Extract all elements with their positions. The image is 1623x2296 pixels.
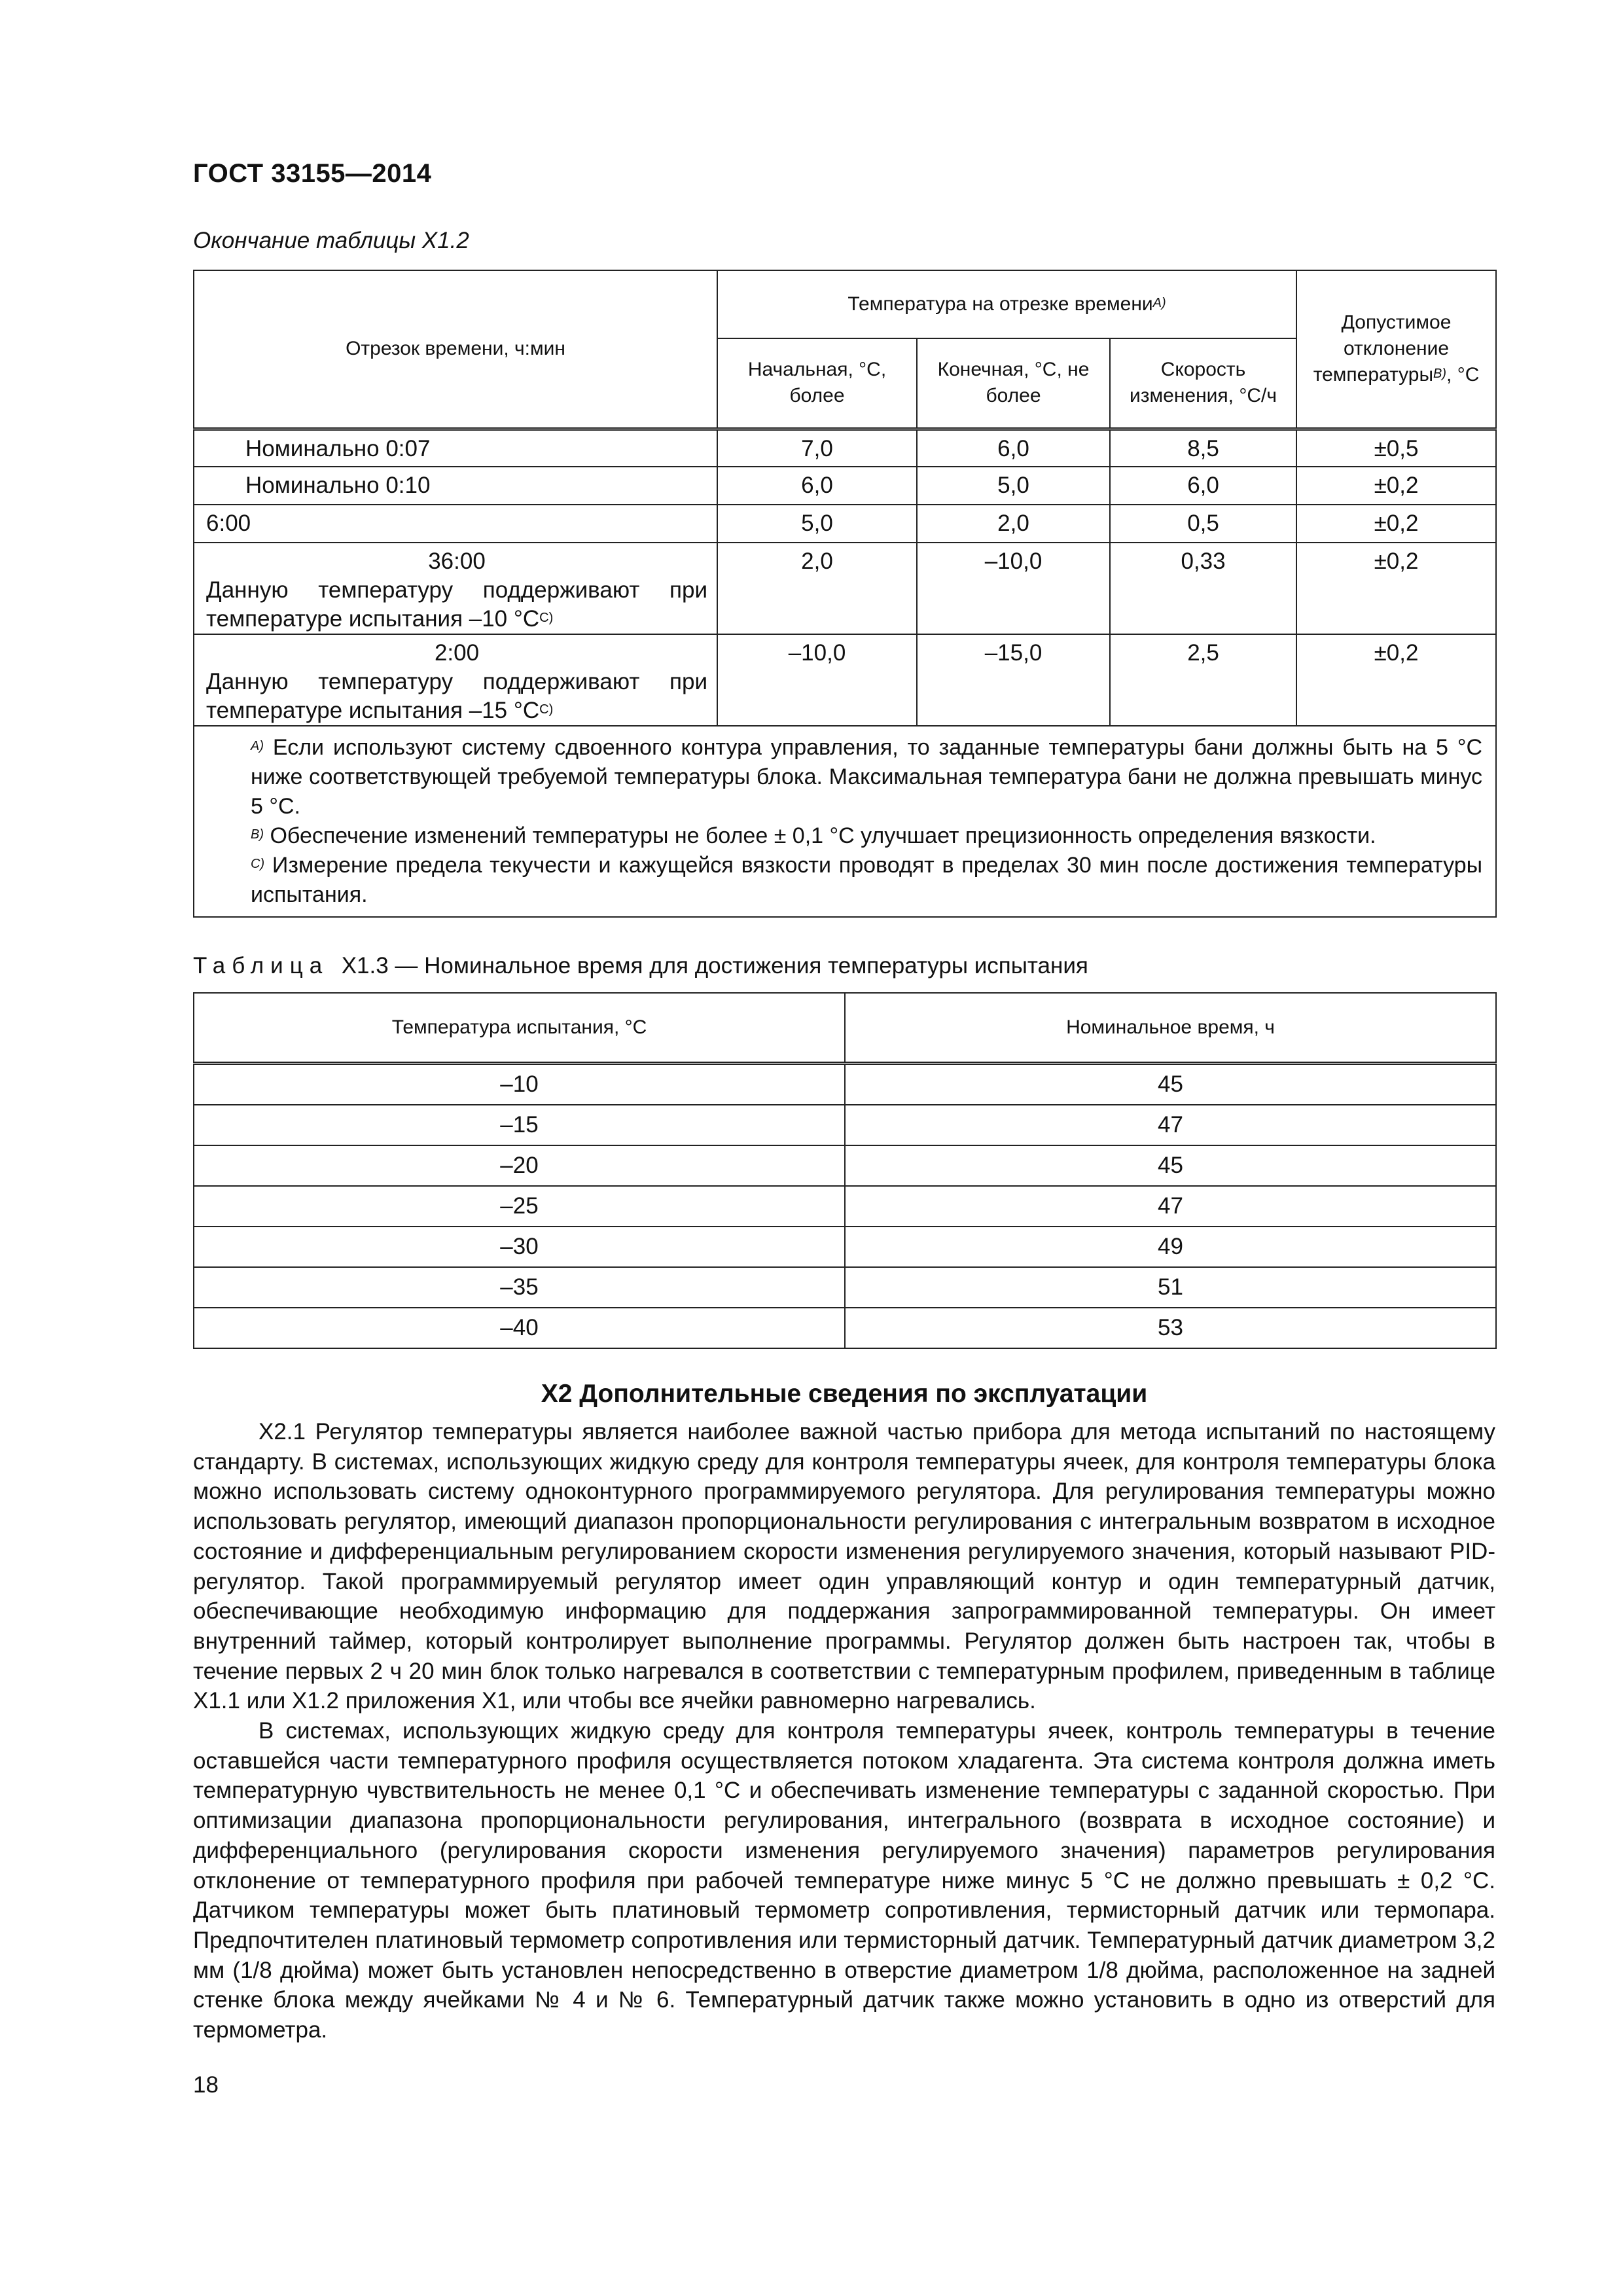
table-row [194, 543, 1496, 634]
cell-segment: Номинально 0:07 [194, 429, 717, 467]
cell-temperature: –35 [194, 1267, 845, 1308]
cell-time: 49 [845, 1227, 1496, 1267]
cell-end: –10,0 [917, 543, 1110, 634]
header-rate: Скорость изменения, °С/ч [1110, 338, 1296, 429]
segment-note: Данную температуру поддерживают при [206, 577, 707, 603]
table-row [194, 1267, 1496, 1308]
cell-temperature: –10 [194, 1064, 845, 1105]
cell-segment [194, 543, 717, 634]
segment-time: 2:00 [434, 640, 480, 666]
segment-note: Данную температуру поддерживают при [206, 669, 707, 694]
cell-start: 6,0 [717, 467, 917, 505]
cell-deviation: ±0,2 [1296, 543, 1496, 634]
page-number: 18 [193, 2072, 219, 2098]
cell-temperature: –25 [194, 1186, 845, 1227]
header-test-temperature: Температура испытания, °С [194, 993, 845, 1064]
header-nominal-time: Номинальное время, ч [845, 993, 1496, 1064]
cell-rate: 2,5 [1110, 634, 1296, 726]
cell-start: 5,0 [717, 505, 917, 543]
section-title: X2 Дополнительные сведения по эксплуатации [541, 1380, 1148, 1408]
table-row [194, 1186, 1496, 1227]
cell-start: 7,0 [717, 429, 917, 467]
table-row [194, 1105, 1496, 1145]
section-body [193, 1417, 1495, 2045]
header-end-temp: Конечная, °С, не более [917, 338, 1110, 429]
cell-segment: Номинально 0:10 [194, 467, 717, 505]
cell-temperature: –40 [194, 1308, 845, 1348]
cell-rate: 6,0 [1110, 467, 1296, 505]
cell-deviation: ±0,2 [1296, 467, 1496, 505]
cell-rate: 8,5 [1110, 429, 1296, 467]
cell-deviation: ±0,5 [1296, 429, 1496, 467]
cell-temperature: –15 [194, 1105, 845, 1145]
table-row [194, 1227, 1496, 1267]
paragraph: В системах, использующих жидкую среду для контроля температуры ячеек, контроль температуры в течение оставшейся части температурного профиля осуществляется потоком хладагента. Эта система контроля должна иметь температурную чувствительность не менее 0,1 °С и обеспечивать изменение температуры с заданной скоростью. При оптимизации диапазона пропорциональности регулирования, интегрального (возврата в исходное состояние) и дифференциального (регулирования скорости изменения регулируемого значения) параметров регулирования отклонение от температурного профиля при рабочей температуре ниже минус 5 °С не должно превышать ± 0,2 °С. Датчиком температуры может быть платиновый термометр сопротивления, термисторный датчик или термопара. Предпочтителен платиновый термометр сопротивления или термисторный датчик. Температурный датчик диаметром 3,2 мм (1/8 дюйма) может быть установлен непосредственно в отверстие диаметром 1/8 дюйма, расположенное на задней стенке блока между ячейками № 4 и № 6. Температурный датчик также можно установить в одно из отверстий для термометра. [193, 1718, 1495, 2043]
cell-time: 47 [845, 1186, 1496, 1227]
table-x1-3-title: X1.3 — Номинальное время для достижения температуры испытания [341, 953, 1088, 978]
table-x1-2 [193, 270, 1497, 918]
cell-segment [194, 634, 717, 726]
table-footnotes [194, 726, 1496, 917]
cell-end: –15,0 [917, 634, 1110, 726]
cell-segment: 6:00 [194, 505, 717, 543]
cell-temperature: –30 [194, 1227, 845, 1267]
cell-rate: 0,5 [1110, 505, 1296, 543]
cell-time: 47 [845, 1105, 1496, 1145]
cell-rate: 0,33 [1110, 543, 1296, 634]
table-x1-3 [193, 992, 1497, 1349]
cell-end: 6,0 [917, 429, 1110, 467]
cell-time: 51 [845, 1267, 1496, 1308]
cell-end: 5,0 [917, 467, 1110, 505]
footnote-b: $^{B)}$ Обеспечение изменений температуры не более ± 0,1 °С улучшает прецизионность определения вязкости. [251, 823, 1376, 848]
cell-temperature: –20 [194, 1145, 845, 1186]
segment-note: температуре испытания –10 $^\circ С^{C)}$ [206, 606, 554, 632]
cell-end: 2,0 [917, 505, 1110, 543]
cell-deviation: ±0,2 [1296, 634, 1496, 726]
table-continuation-label: Окончание таблицы X1.2 [193, 228, 469, 253]
cell-deviation: ±0,2 [1296, 505, 1496, 543]
footnote-a: $^{A)}$ Если используют систему сдвоенного контура управления, то заданные температуры бани должны быть на 5 °С ниже соответствующей требуемой температуры блока. Максимальная температура бани не должна превышать минус 5 °С. [251, 735, 1483, 819]
table-row [194, 467, 1496, 505]
cell-time: 53 [845, 1308, 1496, 1348]
table-row [194, 1064, 1496, 1105]
header-time-segment: Отрезок времени, ч:мин [194, 270, 717, 429]
table-word: Таблица [193, 953, 329, 978]
table-x1-3-caption [193, 953, 1088, 979]
paragraph: X2.1 Регулятор температуры является наиболее важной частью прибора для метода испытаний по настоящему стандарту. В системах, использующих жидкую среду для контроля температуры ячеек, для контроля температуры блока можно использовать систему одноконтурного программируемого регулятора. Для регулирования температуры можно использовать регулятор, имеющий диапазон пропорциональности регулирования с интегральным возвратом в исходное состояние и дифференциальным регулированием скорости изменения регулируемого значения, который называют PID-регулятор. Такой программируемый регулятор имеет один управляющий контур и один температурный датчик, обеспечивающие необходимую информацию для поддержания запрограммированной температуры. Он имеет внутренний таймер, который контролирует выполнение программы. Регулятор должен быть настроен так, чтобы в течение первых 2 ч 20 мин блок только нагревался в соответствии с температурным профилем, приведенным в таблице X1.1 или X1.2 приложения X1, или чтобы все ячейки равномерно нагревались. [193, 1419, 1495, 1714]
header-temperature-group: Температура на отрезке времени$^{A)}$ [717, 270, 1296, 338]
cell-time: 45 [845, 1064, 1496, 1105]
table-row [194, 429, 1496, 467]
header-start-temp: Начальная, °С, более [717, 338, 917, 429]
document-code: ГОСТ 33155—2014 [193, 159, 432, 188]
header-deviation: Допустимое отклонение температуры$^{B)}$, °С [1296, 270, 1496, 429]
table-row [194, 505, 1496, 543]
cell-start: 2,0 [717, 543, 917, 634]
footnote-c: $^{C)}$ Измерение предела текучести и кажущейся вязкости проводят в пределах 30 мин после достижения температуры испытания. [251, 853, 1483, 907]
table-row [194, 1145, 1496, 1186]
cell-time: 45 [845, 1145, 1496, 1186]
table-row [194, 1308, 1496, 1348]
cell-start: –10,0 [717, 634, 917, 726]
segment-note: температуре испытания –15 $^\circ С^{C)}$ [206, 698, 554, 723]
segment-time: 36:00 [428, 548, 486, 574]
table-row [194, 634, 1496, 726]
